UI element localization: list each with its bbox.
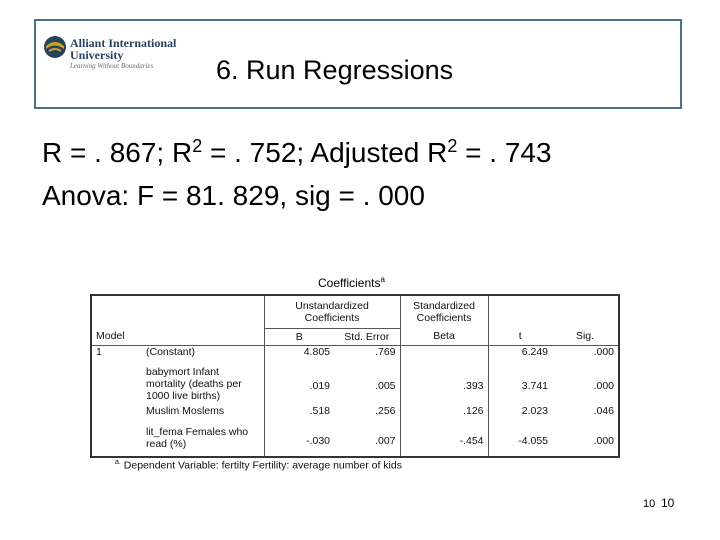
coefficients-title-sup: a xyxy=(380,275,385,284)
logo-text-line2: University xyxy=(70,48,124,62)
header-model: Model xyxy=(92,328,264,345)
cell-b: .518 xyxy=(309,404,330,417)
cell-t: -4.055 xyxy=(518,435,549,448)
anova-stats-line: Anova: F = 81. 829, sig = . 000 xyxy=(42,180,425,211)
cell-t: 6.249 xyxy=(521,345,549,358)
row-label: (Constant) xyxy=(142,345,264,366)
row-label: lit_fema Females who read (%) xyxy=(142,426,264,456)
header-blank-sig xyxy=(552,296,618,328)
stat-r-squared: = . 752; Adjusted R xyxy=(202,137,448,168)
cell-sig: .046 xyxy=(593,404,615,417)
cell-se: .007 xyxy=(334,426,400,456)
cell-beta: .393 xyxy=(400,366,488,404)
logo-text-line1: Alliant International xyxy=(70,36,177,50)
model-blank xyxy=(92,426,142,456)
row-label: Muslim Moslems xyxy=(142,405,264,426)
footnote-text: Dependent Variable: fertilty Fertility: average number of kids xyxy=(123,459,402,472)
cell-se: .769 xyxy=(334,345,400,366)
cell-sig: .000 xyxy=(593,379,615,392)
cell-sig: .000 xyxy=(593,345,615,358)
regression-stats-line xyxy=(42,136,552,169)
header-beta: Beta xyxy=(400,328,488,345)
stat-adj-r-squared: = . 743 xyxy=(457,137,552,168)
table-footnote xyxy=(115,459,402,472)
header-unstandardized: Unstandardized Coefficients xyxy=(264,296,400,328)
header-standardized: Standardized Coefficients xyxy=(400,296,488,328)
cell-t: 3.741 xyxy=(521,379,549,392)
university-seal-icon xyxy=(42,34,68,60)
header-b: B xyxy=(295,330,303,343)
cell-se: .005 xyxy=(334,366,400,404)
header-blank xyxy=(92,296,264,328)
footnote-marker: a. xyxy=(115,459,121,466)
cell-sig: .000 xyxy=(593,435,615,448)
table-row xyxy=(92,405,618,426)
row-label: babymort Infant mortality (deaths per 1000 live births) xyxy=(142,366,264,404)
header-box xyxy=(34,19,682,109)
university-logo xyxy=(40,29,177,75)
slide-number-secondary: 10 xyxy=(661,496,675,510)
header-std-error: Std. Error xyxy=(334,328,400,345)
table-row xyxy=(92,345,618,366)
cell-beta: .126 xyxy=(400,405,488,426)
adj-r-squared-superscript: 2 xyxy=(447,136,458,156)
cell-beta xyxy=(400,345,488,366)
cell-b: -.030 xyxy=(306,435,330,448)
cell-se: .256 xyxy=(334,405,400,426)
model-blank xyxy=(92,405,142,426)
r-squared-superscript: 2 xyxy=(192,136,203,156)
stat-r: R = . 867; R xyxy=(42,137,193,168)
cell-b: 4.805 xyxy=(303,345,330,358)
cell-t: 2.023 xyxy=(521,404,549,417)
model-number: 1 xyxy=(96,345,102,358)
cell-b: .019 xyxy=(309,379,330,392)
coefficients-title-text: Coefficients xyxy=(318,276,381,290)
header-sig: Sig. xyxy=(575,330,595,343)
slide-title: 6. Run Regressions xyxy=(216,55,454,85)
header-blank-t xyxy=(488,296,552,328)
table-row xyxy=(92,366,618,404)
model-blank xyxy=(92,366,142,404)
coefficients-table xyxy=(92,296,618,456)
header-t: t xyxy=(518,330,522,343)
cell-beta: -.454 xyxy=(400,426,488,456)
slide-number: 10 xyxy=(643,498,656,510)
table-row xyxy=(92,426,618,456)
logo-tagline: Learning Without Boundaries xyxy=(70,62,154,70)
coefficients-table-title xyxy=(318,275,385,290)
